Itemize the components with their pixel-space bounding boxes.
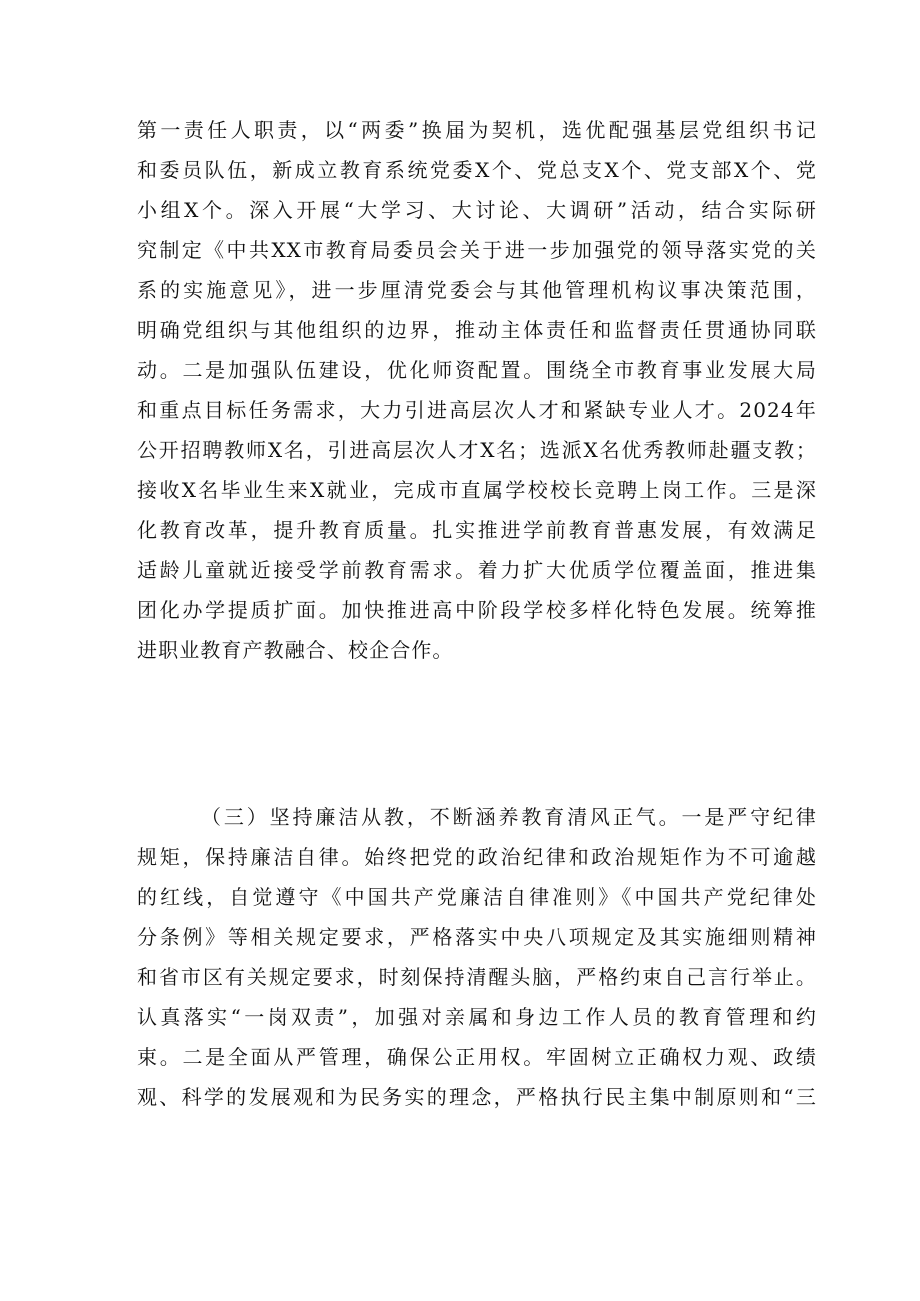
text-line-heading: （三）坚持廉洁从教，不断涵养教育清风正气。一是严守纪律 — [201, 805, 817, 829]
text-line: 和委员队伍，新成立教育系统党委X个、党总支X个、党支部X个、党 — [137, 158, 817, 182]
text-line: 的红线，自觉遵守《中国共产党廉洁自律准则》《中国共产党纪律处 — [137, 885, 817, 909]
text-line: 和重点目标任务需求，大力引进高层次人才和紧缺专业人才。2024年 — [137, 398, 817, 422]
text-line: 化教育改革，提升教育质量。扎实推进学前教育普惠发展，有效满足 — [137, 518, 817, 542]
text-line: 明确党组织与其他组织的边界，推动主体责任和监督责任贯通协同联 — [137, 318, 817, 342]
text-line: 分条例》等相关规定要求，严格落实中央八项规定及其实施细则精神 — [137, 925, 817, 949]
text-line: 和省市区有关规定要求，时刻保持清醒头脑，严格约束自己言行举止。 — [137, 965, 817, 989]
text-line: 接收X名毕业生来X就业，完成市直属学校校长竞聘上岗工作。三是深 — [137, 478, 817, 502]
text-line: 第一责任人职责，以“两委”换届为契机，选优配强基层党组织书记 — [137, 118, 817, 142]
text-line: 认真落实“一岗双责”，加强对亲属和身边工作人员的教育管理和约 — [137, 1005, 817, 1029]
text-line: 究制定《中共XX市教育局委员会关于进一步加强党的领导落实党的关 — [137, 238, 817, 262]
text-line: 公开招聘教师X名，引进高层次人才X名；选派X名优秀教师赴疆支教； — [137, 438, 817, 462]
text-line: 束。二是全面从严管理，确保公正用权。牢固树立正确权力观、政绩 — [137, 1045, 817, 1069]
text-line: 团化办学提质扩面。加快推进高中阶段学校多样化特色发展。统筹推 — [137, 598, 817, 622]
text-line: 观、科学的发展观和为民务实的理念，严格执行民主集中制原则和“三 — [137, 1085, 817, 1109]
paragraph-continuation — [137, 110, 817, 670]
paragraph-section-three — [137, 797, 817, 1117]
text-line: 动。二是加强队伍建设，优化师资配置。围绕全市教育事业发展大局 — [137, 358, 817, 382]
text-line-last: 进职业教育产教融合、校企合作。 — [137, 638, 454, 662]
text-line: 系的实施意见》，进一步厘清党委会与其他管理机构议事决策范围， — [137, 278, 817, 302]
text-line: 小组X个。深入开展“大学习、大讨论、大调研”活动，结合实际研 — [137, 198, 817, 222]
text-line: 适龄儿童就近接受学前教育需求。着力扩大优质学位覆盖面，推进集 — [137, 558, 817, 582]
text-line: 规矩，保持廉洁自律。始终把党的政治纪律和政治规矩作为不可逾越 — [137, 845, 817, 869]
